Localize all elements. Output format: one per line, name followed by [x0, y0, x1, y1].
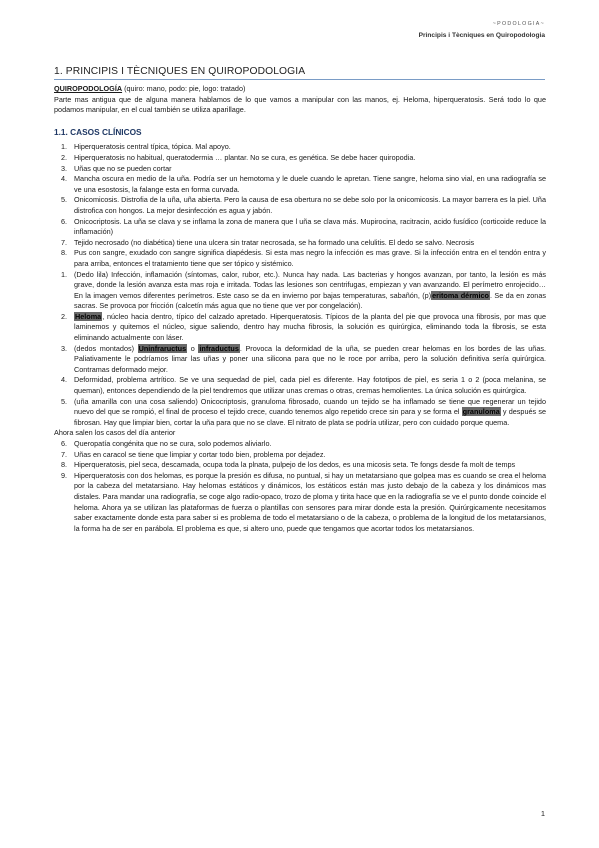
section-title: 1.1. CASOS CLÍNICOS	[54, 126, 142, 137]
intro-paragraph: Parte mas antigua que de alguna manera hablamos de lo que vamos a manipular con las manos, ej. Heloma, hiperqueratosis. Será todo lo que podamos manipular, en el cual también se utiliza aparillage.	[54, 94, 546, 115]
item-number: 6.	[61, 216, 68, 226]
definition-term: QUIROPODOLOGÍA	[54, 84, 123, 93]
header-category: ~PODOLOGIA~	[492, 21, 545, 27]
list-item	[54, 248, 546, 269]
item-text: Deformidad, problema artrítico. Se ve una sequedad de piel, cada piel es diferente. Hay fototipos de piel, es seria 1 o 2 (poca melanina, se queman), entonces dependiendo de la piel tendremos que utilizar unas cremas o otras, cremas hemolientes. La única solución es quirúrgica.	[74, 375, 546, 396]
list-item	[54, 450, 546, 461]
item-number: 1.	[61, 269, 68, 279]
item-text: Mancha oscura en medio de la uña. Podría ser un hemotoma y le duele cuando le apretan. Tiene sangre, heloma sino vial, en una radiografía se ve una esostosis, la falange esta en forma curvada.	[74, 174, 546, 194]
item-text: o	[187, 343, 199, 353]
list-item	[54, 460, 546, 471]
item-number: 8.	[61, 460, 68, 470]
list-item	[54, 164, 546, 175]
cases-list-second	[54, 270, 546, 429]
item-number: 8.	[61, 248, 68, 258]
item-text: Onicomicosis. Distrofia de la uña, uña abierta. Pero la causa de esa obertura no se debe solo por la onicomicosis. La mayor barrera es la piel. Uña distrofica con hongos. La mejor desinfección es agua y jabón.	[74, 195, 546, 215]
item-text: Hiperqueratosis, piel seca, descamada, ocupa toda la plnata, pulpejo de los dedos, es una micosis seta. Te fongs desde fa molt de temps	[74, 460, 516, 470]
list-item	[54, 195, 546, 216]
item-number: 5.	[61, 396, 68, 406]
item-number: 3.	[61, 163, 68, 173]
list-item	[54, 344, 546, 376]
highlighted-term: granuloma	[462, 407, 500, 417]
item-text: . Se da en zonas sacras. Se provoca por fricción (calcetín más agua que no tiene que ver por congelación).	[74, 290, 546, 311]
item-text: (dedos montados)	[74, 343, 138, 353]
item-number: 2.	[61, 311, 68, 321]
list-item	[54, 174, 546, 195]
item-text: Hiperqueratosis no habitual, queratodermia … plantar. No se cura, es genética. Se debe hacer quiropodia.	[74, 152, 416, 162]
item-number: 5.	[61, 195, 68, 205]
item-number: 4.	[61, 174, 68, 184]
item-number: 6.	[61, 439, 68, 448]
item-text: Pus con sangre, exudado con sangre significa diapédesis. Si esta mas negro la infección es mas grave. Si la infección entra en el tendón entra y para arriba, entonces el tratamiento tiene que ser tópico y sistémico.	[74, 248, 546, 268]
item-number: 4.	[61, 375, 68, 385]
list-item	[54, 238, 546, 249]
document-body	[54, 84, 546, 534]
list-item	[54, 270, 546, 312]
item-text: , núcleo hacia dentro, típico del calzado apretado. Hiperqueratosis. Típicos de la planta del pie que provoca una fibrosis, por mas que laminemos y quitemos el núcleo, sigue saliendo, dentro hay mucha fibrosis, la solución es quirúrgica, eliminando toda la fibrosis, se esta eliminando actualmente con láser.	[74, 311, 546, 343]
item-text: Hiperqueratosis con dos helomas, es porque la presión es difusa, no puntual, si hay un metatarsiano que golpea mas es cuando se crea el heloma por la cabeza del metatarsiano. Hay helomas estáticos y dinámicos, los estáticos están mas justo debajo de la cabeza y los dinámicos mas distales. Para mandar una radiografía, se coge algo radio-opaco, trozo de ploma y tirita hace que en la radiografía se ve el punto donde coincide el heloma. Ahora ya se utilizan las plataformas de fuerza o plantillas con sensores para mirar donde esta la presión. Quirúrgicamente necesitamos saber exactamente donde esta para saber si es problema de todo el metatarsiano o de la cabeza, o problema de la longitud de los metatarsianos, la forma ha de ser en parábola. El problema es que, si altero uno, puede que tengamos que acortar todos los metatarsianos.	[74, 470, 546, 533]
page-header	[419, 21, 545, 39]
item-number: 1.	[61, 142, 68, 152]
item-text: y después se fibrosan. Hay que limpiar bien, cortar la uña para que no se clave. El nitrato de plata se podría utilizar, pero con cuidado porque quema.	[74, 407, 546, 427]
item-text: (Dedo lila) Infección, inflamación (síntomas, calor, rubor, etc.). Nunca hay nada. Las bacterias y hongos avanzan, por tanto, la lesión es más grave, donde la lesión avanza esta mas roja e irritada. Todas las lesiones son centrifugas, empiezan y van avanzando. El perímetro enrojecido… En la imagen vemos diferentes perímetros. Este caso se da en invierno por bajas temperaturas, sabañón, (p)	[74, 269, 546, 300]
header-subtitle: Principis i Tècniques en Quiropodologia	[418, 32, 545, 39]
item-number: 3.	[61, 343, 68, 353]
item-number: 7.	[61, 237, 68, 247]
item-text: Queropatía congénita que no se cura, solo podemos aliviarlo.	[74, 439, 272, 448]
item-number: 9.	[61, 470, 68, 480]
highlighted-term: eritoma dérmico	[432, 290, 489, 300]
list-item	[54, 312, 546, 344]
clinical-cases-list	[54, 142, 546, 269]
list-item	[54, 217, 546, 238]
list-item	[54, 153, 546, 164]
item-text: Uñas que no se pueden cortar	[74, 163, 172, 173]
list-item	[54, 471, 546, 535]
highlighted-term: Uninfraructus	[138, 343, 187, 353]
item-text: Uñas en caracol se tiene que limpiar y cortar todo bien, problema por dejadez.	[74, 449, 326, 459]
item-number: 7.	[61, 449, 68, 459]
definition-paragraph	[54, 84, 546, 95]
item-text: Onicocriptosis. La uña se clava y se inflama la zona de manera que l uña se clava más. Mupirocina, racitracin, acido fusídico (corticoide reduce la inflamación)	[74, 216, 546, 237]
highlighted-term: infraductus	[199, 343, 239, 353]
highlighted-term: Heloma	[75, 311, 102, 321]
item-text: (uña amarilla con una cosa saliendo) Onicocriptosis, granuloma fibrosado, cuando un tejido se ha inflamado se tiene que regenerar un tejido nuevo del que se rompió, el final de proceso el tejido crece, cuando tenemos algo repetido crece sin para y se forma el	[74, 396, 546, 417]
subheading: Ahora salen los casos del día anterior	[54, 428, 176, 438]
item-text: . Provoca la deformidad de la uña, se pueden crear helomas en los bordes de las uñas. Paliativamente le podríamos limar las uñas y poner una silicona para que no le roce por arriba, pero la solución definitiva sería quirúrgica. Contramas deformado mejor.	[74, 343, 546, 374]
item-number: 2.	[61, 152, 68, 162]
page-number: 1	[540, 809, 545, 818]
list-item	[54, 397, 546, 429]
item-text: Tejido necrosado (no diabética) tiene una ulcera sin tratar necrosada, se ha formado una celulitis. El dedo se salvo. Necrosis	[74, 237, 475, 247]
page-title: 1. PRINCIPIS I TÈCNIQUES EN QUIROPODOLOGIA	[54, 66, 306, 77]
cases-list-third	[54, 439, 546, 534]
list-item	[54, 375, 546, 396]
title-divider	[54, 79, 545, 80]
definition-etymology: (quiro: mano, podo: pie, logo: tratado)	[122, 84, 246, 93]
item-text: Hiperqueratosis central típica, tópica. Mal apoyo.	[74, 142, 231, 152]
list-item	[54, 142, 546, 153]
list-item	[54, 439, 546, 450]
